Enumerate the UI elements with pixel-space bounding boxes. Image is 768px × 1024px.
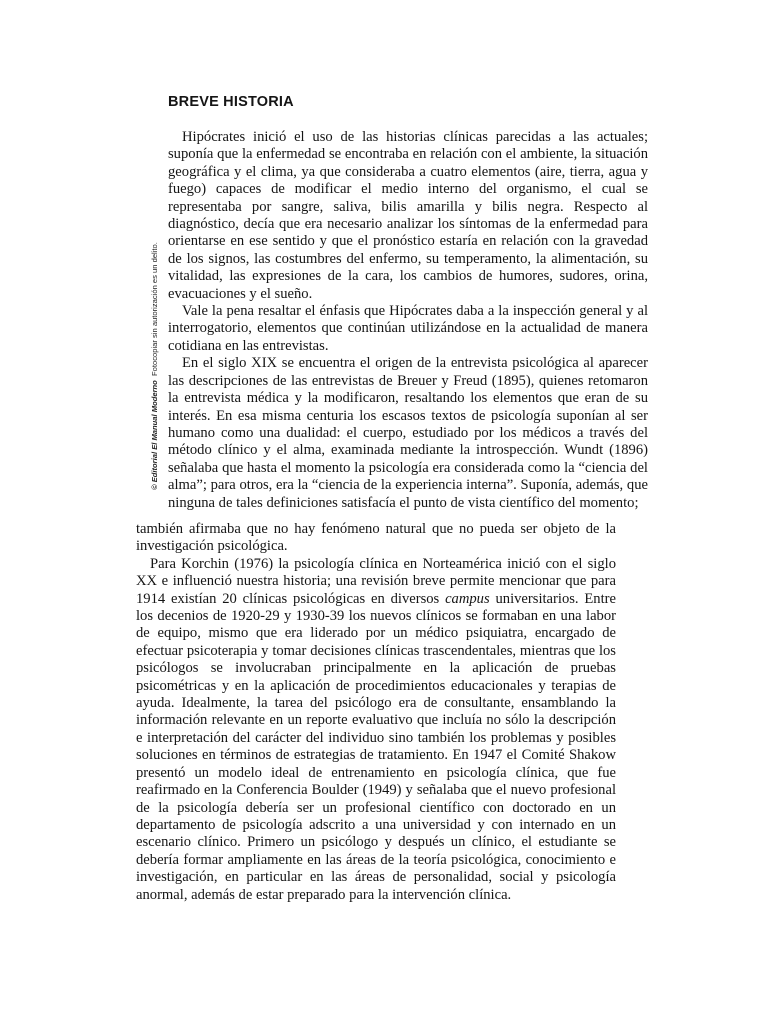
campus-italic: campus bbox=[445, 590, 490, 607]
paragraph-inspeccion: Vale la pena resaltar el énfasis que Hipócrates daba a la inspección general y al interrogatorio, elementos que continúan utilizándose en la actualidad de manera cotidiana en las entrevistas. bbox=[168, 303, 648, 354]
photocopy-warning: Fotocopiar sin autorización es un delito. bbox=[150, 242, 159, 376]
paragraph-hipocrates: Hipócrates inició el uso de las historias clínicas parecidas a las actuales; suponía que la enfermedad se encontraba en relación con el ambiente, la situación geográfica y el clima, ya que consideraba a cuatro elementos (aire, tierra, agua y fuego) capaces de modificar el medio interno del organismo, el cual se representaba por sangre, saliva, bilis amarilla y bilis negra. Respecto al diagnóstico, decía que era necesario analizar los síntomas de la enfermedad para orientarse en ese sentido y que el pronóstico estaría en relación con la gravedad de los signos, las costumbres del enfermo, su temperamento, la alimentación, su vitalidad, las expresiones de la cara, los cambios de humores, sudores, orina, evacuaciones y el sueño. bbox=[168, 129, 648, 302]
paragraph-continuation: también afirmaba que no hay fenómeno natural que no pueda ser objeto de la investigación psicológica. bbox=[136, 521, 616, 555]
lower-text-block bbox=[136, 521, 616, 904]
section-heading: BREVE HISTORIA bbox=[168, 94, 294, 110]
korchin-text-start: Para Korchin (1976) la psicología clínica en Norteamérica inició con el siglo XX e influenció nuestra historia; una revisión breve permite mencionar que para 1914 existían 20 clínicas psicológicas en diversos bbox=[136, 555, 616, 607]
publisher-notice: © Editorial El Manual Moderno bbox=[150, 380, 159, 490]
upper-text-block bbox=[168, 129, 648, 512]
paragraph-siglo-xix: En el siglo XIX se encuentra el origen de la entrevista psicológica al aparecer las descripciones de las entrevistas de Breuer y Freud (1895), quienes retomaron la entrevista médica y la modificaron, resaltando los elementos que eran de su interés. En esa misma centuria los escasos textos de psicología suponían al ser humano como una dualidad: el cuerpo, estudiado por los médicos a través del método clínico y el alma, examinada mediante la introspección. Wundt (1896) señalaba que hasta el momento la psicología era considerada como la “ciencia del alma”; para otros, era la “ciencia de la experiencia interna”. Suponía, además, que ninguna de tales definiciones satisfacía el punto de vista científico del momento; bbox=[168, 355, 648, 511]
paragraph-korchin bbox=[136, 556, 616, 904]
korchin-text-end: universitarios. Entre los decenios de 1920-29 y 1930-39 los nuevos clínicos se formaban en una labor de equipo, mismo que era liderado por un médico psiquiatra, encargado de efectuar psicoterapia y tomar decisiones clínicas trascendentales, mientras que los psicólogos se involucraban principalmente en la aplicación de pruebas psicométricas y en la aplicación de procedimientos educacionales y terapias de ayuda. Idealmente, la tarea del psicólogo era de consultante, ensamblando la información relevante en un reporte evaluativo que incluía no sólo la descripción e interpretación del carácter del individuo sino también los problemas y posibles soluciones en términos de estrategias de tratamiento. En 1947 el Comité Shakow presentó un modelo ideal de entrenamiento en psicología clínica, que fue reafirmado en la Conferencia Boulder (1949) y señalaba que el nuevo profesional de la psicología debería ser un profesional científico con doctorado en un departamento de psicología adscrito a una universidad y con internado en un escenario clínico. Primero un psicólogo y después un clínico, el estudiante se debería formar ampliamente en las áreas de la teoría psicológica, conocimiento e investigación, en particular en las áreas de personalidad, social y psicología anormal, además de estar preparado para la intervención clínica. bbox=[136, 590, 616, 903]
copyright-side-note bbox=[150, 220, 159, 490]
